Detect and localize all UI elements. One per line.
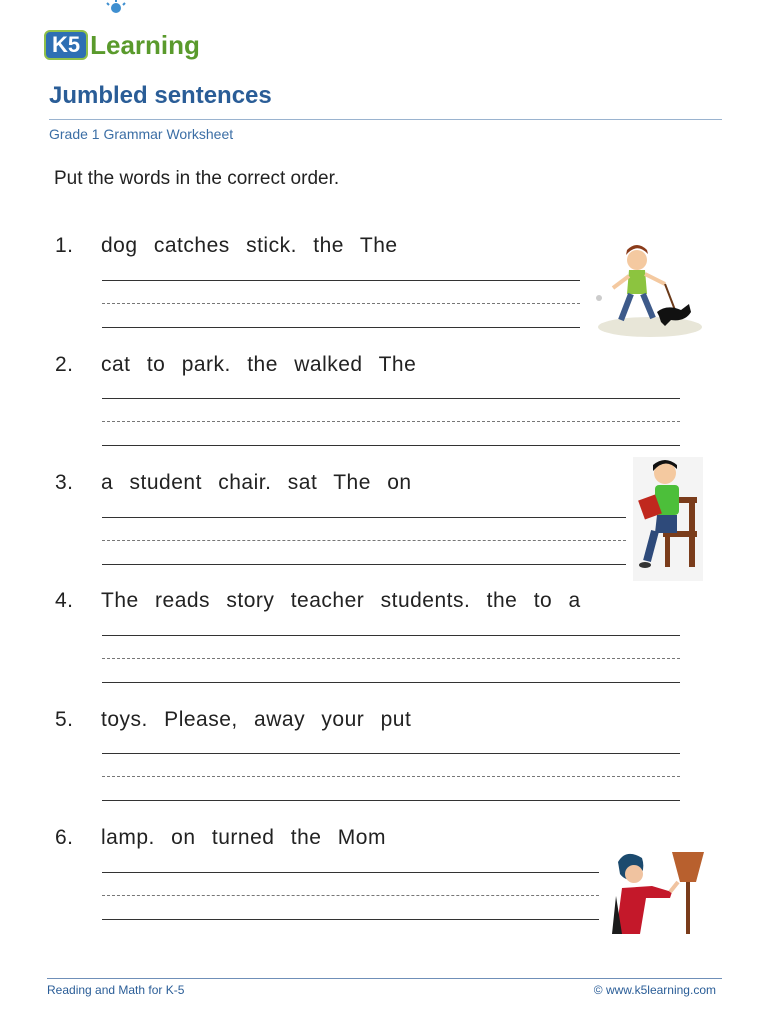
page-subtitle: Grade 1 Grammar Worksheet: [49, 126, 234, 142]
header-divider: [49, 119, 722, 120]
question-number: 2.: [55, 353, 74, 376]
answer-line-bottom: [102, 564, 626, 565]
question-number: 5.: [55, 708, 74, 731]
footer-tagline: Reading and Math for K-5: [47, 983, 185, 997]
answer-line-mid: [102, 895, 599, 896]
answer-line-bottom: [102, 800, 680, 801]
question-number: 3.: [55, 471, 74, 494]
jumbled-words: The reads story teacher students. the to a: [101, 589, 581, 612]
question-5: [55, 708, 411, 732]
footer-website-link[interactable]: © www.k5learning.com: [593, 983, 716, 997]
answer-line-top[interactable]: [102, 517, 626, 518]
answer-line-mid: [102, 540, 626, 541]
jumbled-words: a student chair. sat The on: [101, 471, 412, 494]
boy-chasing-dog-illustration: [585, 222, 715, 357]
logo-figure-icon: [102, 0, 130, 22]
k5-learning-logo: [44, 16, 200, 60]
logo-text: Learning: [90, 30, 200, 60]
question-4: [55, 589, 581, 613]
answer-line-bottom: [102, 327, 580, 328]
answer-line-bottom: [102, 919, 599, 920]
question-number: 1.: [55, 234, 74, 257]
student-reading-illustration: [633, 457, 703, 581]
answer-line-mid: [102, 658, 680, 659]
answer-line-mid: [102, 776, 680, 777]
question-1: [55, 234, 398, 258]
answer-line-top[interactable]: [102, 280, 580, 281]
footer-divider: [47, 978, 722, 979]
jumbled-words: cat to park. the walked The: [101, 353, 417, 376]
jumbled-words: dog catches stick. the The: [101, 234, 398, 257]
question-2: [55, 353, 416, 377]
answer-line-top[interactable]: [102, 398, 680, 399]
instruction-text: Put the words in the correct order.: [54, 168, 340, 189]
answer-line-mid: [102, 303, 580, 304]
answer-line-bottom: [102, 682, 680, 683]
question-number: 6.: [55, 826, 74, 849]
jumbled-words: toys. Please, away your put: [101, 708, 412, 731]
page-title: Jumbled sentences: [49, 82, 272, 109]
answer-line-top[interactable]: [102, 753, 680, 754]
question-number: 4.: [55, 589, 74, 612]
answer-line-bottom: [102, 445, 680, 446]
answer-line-top[interactable]: [102, 872, 599, 873]
mom-turning-on-lamp-illustration: [612, 852, 708, 934]
jumbled-words: lamp. on turned the Mom: [101, 826, 386, 849]
answer-line-top[interactable]: [102, 635, 680, 636]
logo-k5-badge: K5: [44, 30, 88, 60]
question-3: [55, 471, 412, 495]
question-6: [55, 826, 386, 850]
answer-line-mid: [102, 421, 680, 422]
